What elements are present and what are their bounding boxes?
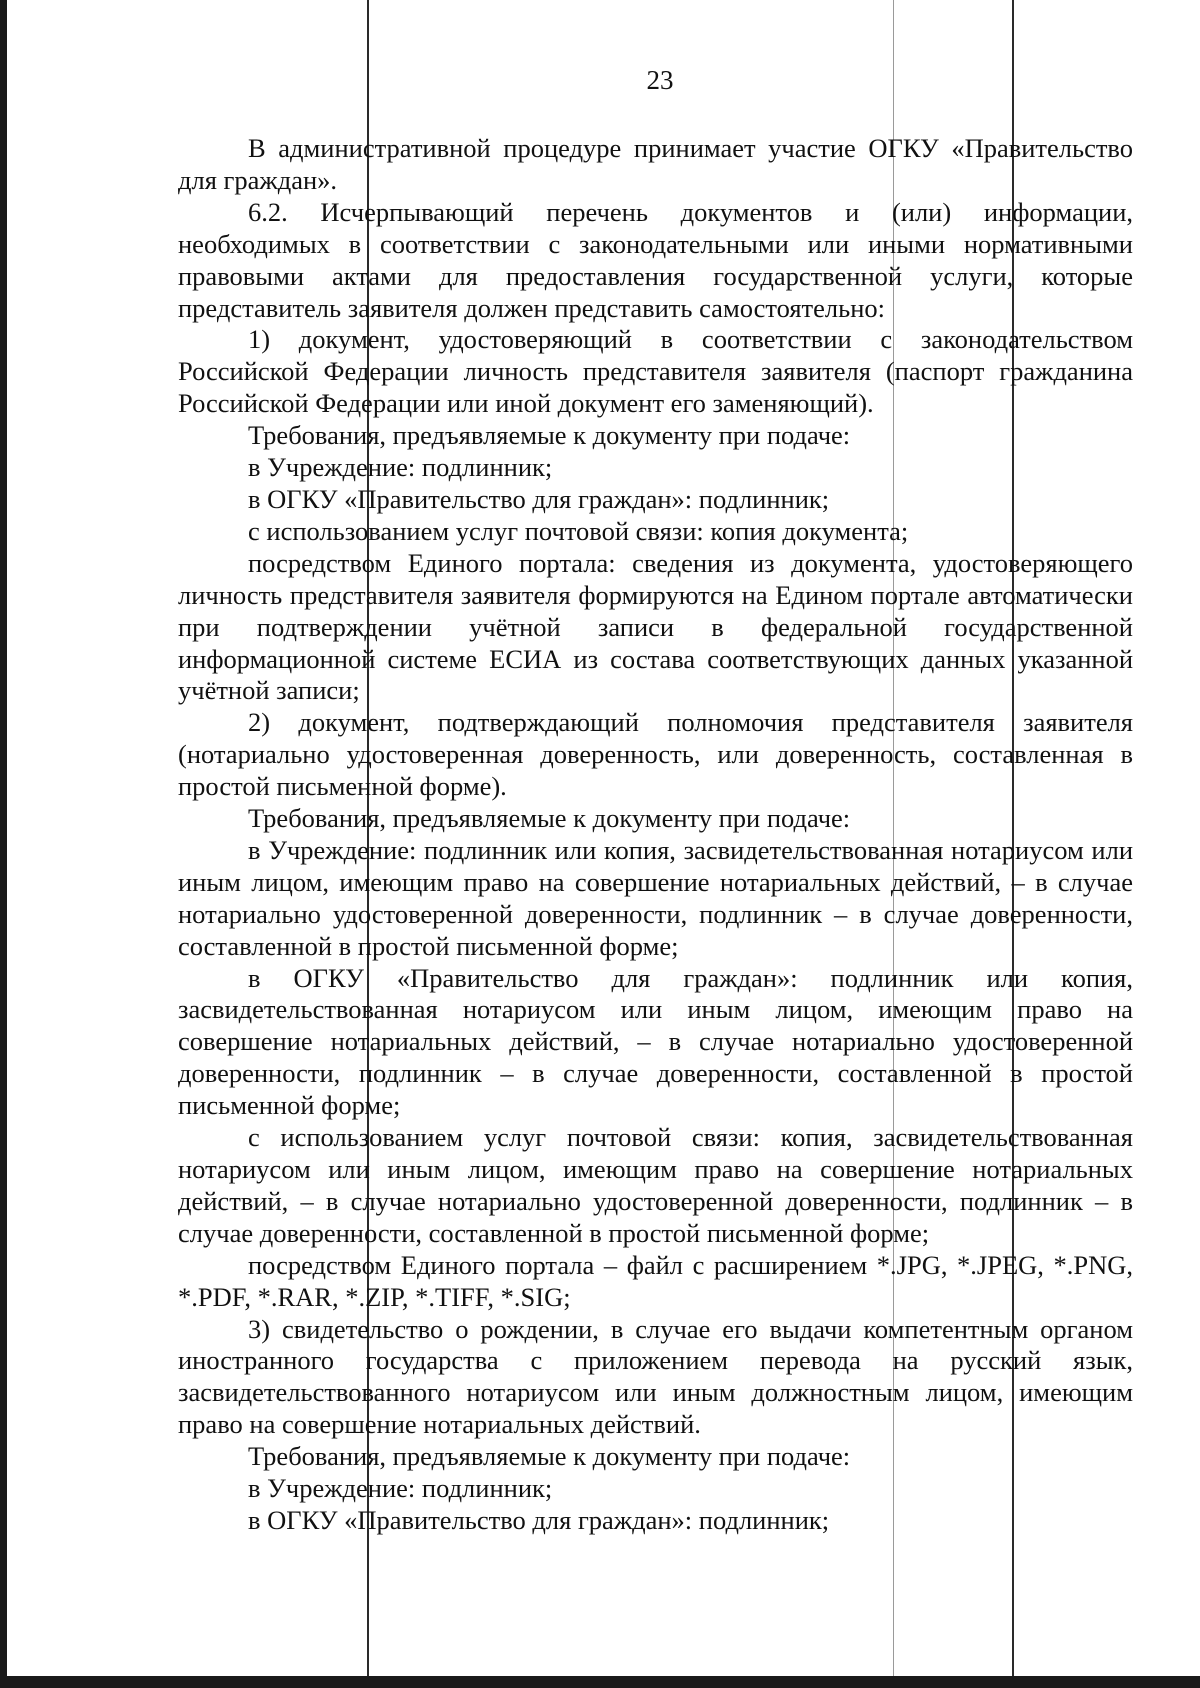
paragraph: в Учреждение: подлинник;	[248, 1473, 553, 1504]
paragraph: в Учреждение: подлинник;	[248, 452, 553, 483]
scan-border-bottom	[0, 1676, 1200, 1688]
paragraph: Требования, предъявляемые к документу при подаче:	[248, 803, 851, 834]
scan-border-left	[0, 0, 7, 1688]
paragraph: В административной процедуре принимает участие ОГКУ «Правительство для граждан».	[178, 133, 1133, 195]
page-number: 23	[646, 65, 674, 95]
paragraph: посредством Единого портала – файл с расширением *.JPG, *.JPEG, *.PNG, *.PDF, *.RAR, *.ZIP, *.TIFF, *.SIG;	[178, 1249, 1133, 1312]
document-body	[178, 133, 1133, 1537]
paragraph: в ОГКУ «Правительство для граждан»: подлинник или копия, засвидетельствованная нотариусом или иным лицом, имеющим право на совершение нотариальных действий, – в случае нотариально удостоверенной доверенности, подлинник – в случае доверенности, составленной в простой письменной форме;	[178, 962, 1133, 1121]
paragraph: посредством Единого портала: сведения из документа, удостоверяющего личность представителя заявителя формируются на Едином портале автоматически при подтверждении учётной записи в федеральной государственной информационной системе ЕСИА из состава соответствующих данных указанной учётной записи;	[178, 547, 1133, 706]
paragraph: 6.2. Исчерпывающий перечень документов и (или) информации, необходимых в соответствии с законодательными или иными нормативными правовыми актами для предоставления государственной услуги, которые представитель заявителя должен представить самостоятельно:	[178, 196, 1133, 323]
paragraph: 3) свидетельство о рождении, в случае его выдачи компетентным органом иностранного государства с приложением перевода на русский язык, засвидетельствованного нотариусом или иным должностным лицом, имеющим право на совершение нотариальных действий.	[178, 1313, 1133, 1440]
paragraph: с использованием услуг почтовой связи: копия документа;	[248, 515, 909, 546]
paragraph: Требования, предъявляемые к документу при подаче:	[248, 420, 851, 451]
paragraph: 2) документ, подтверждающий полномочия представителя заявителя (нотариально удостоверенная доверенность, или доверенность, составленная в простой письменной форме).	[178, 707, 1133, 802]
paragraph: в ОГКУ «Правительство для граждан»: подлинник;	[248, 1504, 830, 1535]
paragraph: 1) документ, удостоверяющий в соответствии с законодательством Российской Федерации личность представителя заявителя (паспорт гражданина Российской Федерации или иной документ его заменяющий).	[178, 324, 1133, 419]
paragraph: в Учреждение: подлинник или копия, засвидетельствованная нотариусом или иным лицом, имеющим право на совершение нотариальных действий, – в случае нотариально удостоверенной доверенности, подлинник – в случае доверенности, составленной в простой письменной форме;	[178, 834, 1133, 961]
paragraph: с использованием услуг почтовой связи: копия, засвидетельствованная нотариусом или иным лицом, имеющим право на совершение нотариальных действий, – в случае нотариально удостоверенной доверенности, подлинник – в случае доверенности, составленной в простой письменной форме;	[178, 1122, 1133, 1248]
paragraph: в ОГКУ «Правительство для граждан»: подлинник;	[248, 483, 830, 514]
paragraph: Требования, предъявляемые к документу при подаче:	[248, 1441, 851, 1472]
